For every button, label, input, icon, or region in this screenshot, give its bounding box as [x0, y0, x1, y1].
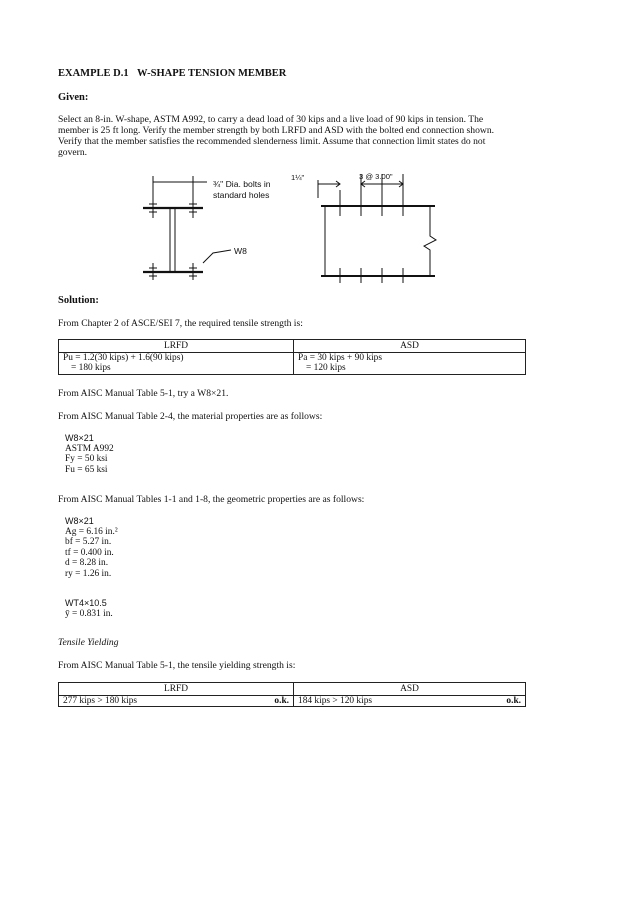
material-fy: Fy = 50 ksi: [65, 454, 108, 465]
ty-asd-value: 184 kips > 120 kips: [298, 695, 373, 706]
ty-lrfd-ok: o.k.: [274, 695, 289, 706]
asd-header: ASD: [294, 340, 526, 353]
solution-intro: From Chapter 2 of ASCE/SEI 7, the required tensile strength is:: [58, 318, 303, 329]
ty-asd-header: ASD: [294, 683, 526, 696]
bolt-label-line-1: ¾" Dia. bolts in: [213, 179, 271, 189]
geometric-properties: [65, 516, 118, 580]
tensile-yielding-table: [58, 682, 526, 707]
connection-figure: [135, 168, 445, 283]
geometric-d: d = 8.28 in.: [65, 558, 109, 569]
ty-lrfd-value: 277 kips > 180 kips: [63, 695, 138, 706]
geometric-intro: From AISC Manual Tables 1-1 and 1-8, the geometric properties are as follows:: [58, 494, 365, 505]
tee-shape: WT4×10.5: [65, 598, 107, 608]
asd-calc-line: Pa = 30 kips + 90 kips: [298, 352, 383, 363]
given-line: Select an 8-in. W-shape, ASTM A992, to carry a dead load of 30 kips and a live load of 90 kips in tension. The: [58, 114, 484, 125]
geometric-ag: Ag = 6.16 in.²: [65, 526, 118, 537]
material-shape: W8×21: [65, 433, 94, 443]
edge-distance-label: 1¼": [291, 173, 305, 182]
lrfd-calc-result: = 180 kips: [71, 363, 111, 373]
shape-label: W8: [234, 246, 247, 256]
geometric-shape: W8×21: [65, 516, 94, 526]
geometric-bf: bf = 5.27 in.: [65, 537, 112, 548]
given-heading: Given:: [58, 92, 89, 103]
material-properties: [65, 433, 114, 475]
asd-calc-result: = 120 kips: [306, 363, 346, 373]
geometric-ry: ry = 1.26 in.: [65, 568, 112, 579]
required-strength-table: [58, 339, 526, 375]
trial-shape-text: From AISC Manual Table 5-1, try a W8×21.: [58, 388, 229, 399]
example-number: EXAMPLE D.1: [58, 68, 129, 79]
given-line: Verify that the member satisfies the recommended slenderness limit. Assume that connection limit states do not: [58, 136, 486, 147]
material-grade: ASTM A992: [65, 443, 114, 454]
tensile-yielding-intro: From AISC Manual Table 5-1, the tensile yielding strength is:: [58, 660, 296, 671]
ty-lrfd-header: LRFD: [59, 683, 294, 696]
example-title: W-SHAPE TENSION MEMBER: [137, 68, 287, 79]
bolt-spacing-label: 3 @ 3.00": [359, 172, 393, 181]
lrfd-calc-line: Pu = 1.2(30 kips) + 1.6(90 kips): [63, 352, 184, 363]
given-line: govern.: [58, 147, 88, 158]
material-fu: Fu = 65 ksi: [65, 464, 108, 475]
bolt-label-line-2: standard holes: [213, 190, 270, 200]
tee-ybar: ȳ = 0.831 in.: [65, 608, 113, 619]
ty-asd-ok: o.k.: [506, 695, 521, 706]
given-line: member is 25 ft long. Verify the member strength by both LRFD and ASD with the bolted end connection shown.: [58, 125, 495, 136]
solution-heading: Solution:: [58, 295, 99, 306]
material-intro: From AISC Manual Table 2-4, the material properties are as follows:: [58, 411, 323, 422]
tensile-yielding-heading: Tensile Yielding: [58, 637, 119, 648]
tee-properties: [65, 598, 113, 619]
lrfd-header: LRFD: [59, 340, 294, 353]
geometric-tf: tf = 0.400 in.: [65, 547, 114, 558]
given-paragraph: [58, 114, 528, 158]
